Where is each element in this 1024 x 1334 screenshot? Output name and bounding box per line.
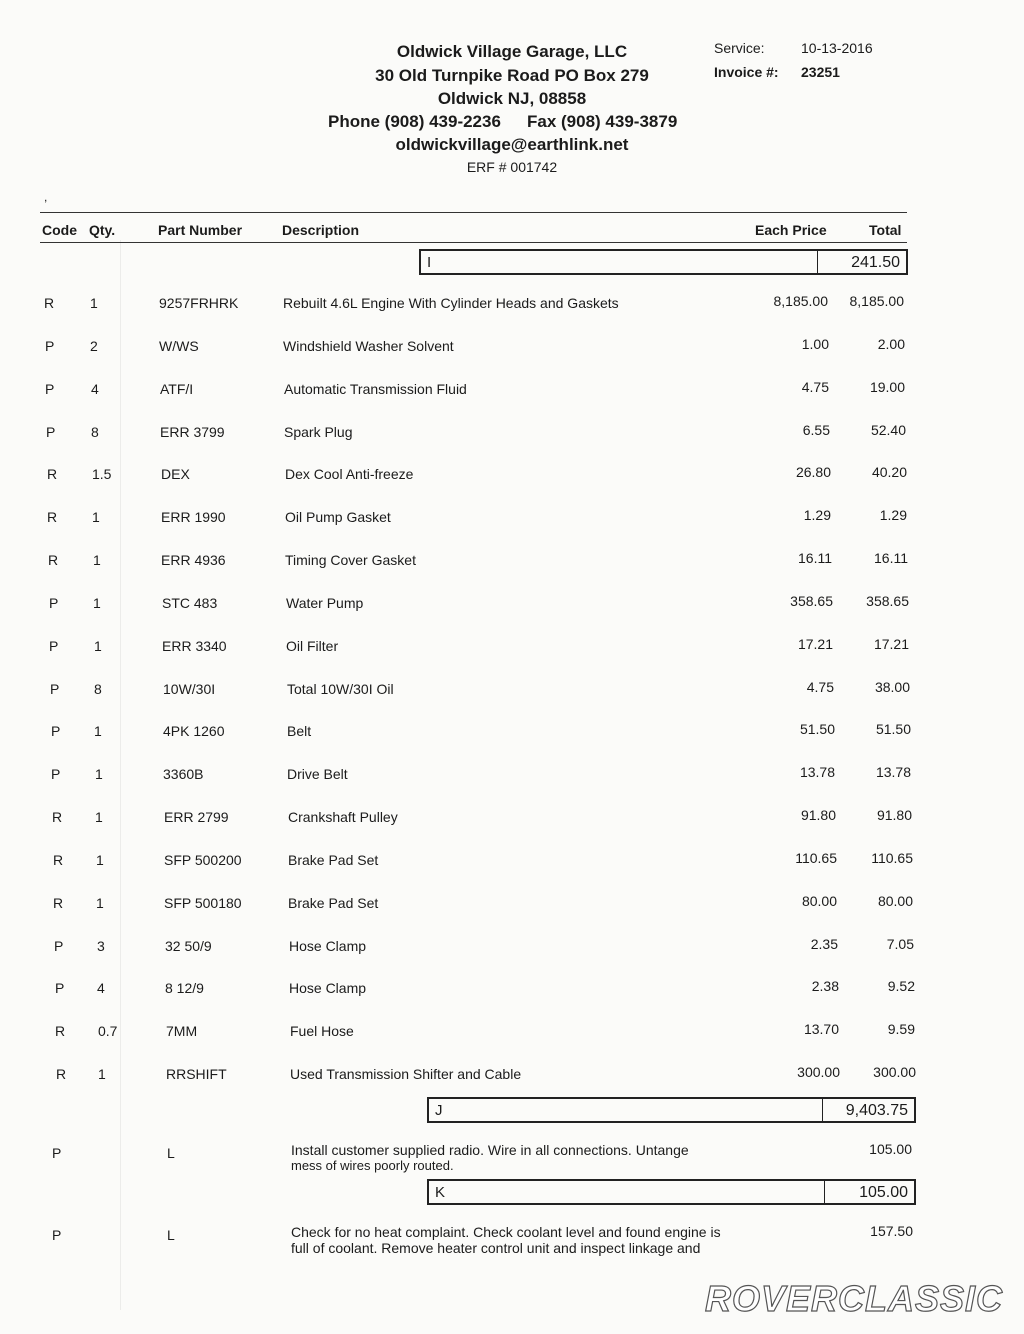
row-total: 40.20	[871, 464, 907, 480]
labor-description	[291, 1142, 761, 1174]
garage-phone: Phone (908) 439-2236	[328, 112, 501, 131]
row-qty: 4	[91, 381, 99, 397]
row-part-number: 3360B	[163, 766, 204, 782]
invoice-number: 23251	[801, 64, 840, 80]
row-each-price: 91.80	[800, 807, 836, 823]
row-part-number: SFP 500180	[164, 895, 242, 911]
col-code: Code	[42, 222, 77, 238]
labor-total: 105.00	[869, 1141, 912, 1157]
row-code: P	[45, 338, 55, 354]
row-part-number: SFP 500200	[164, 852, 242, 868]
row-code: P	[46, 424, 56, 440]
roverclassic-watermark: ROVERCLASSIC	[705, 1278, 1004, 1319]
row-qty: 1	[92, 509, 100, 525]
scan-edge-line	[120, 240, 121, 1310]
row-description: Spark Plug	[284, 424, 353, 440]
row-qty: 1	[93, 595, 101, 611]
row-description: Drive Belt	[287, 766, 348, 782]
row-part-number: DEX	[161, 466, 190, 482]
col-part-number: Part Number	[158, 222, 243, 238]
row-code: P	[45, 381, 55, 397]
row-part-number: 32 50/9	[165, 938, 212, 954]
row-code: R	[53, 895, 64, 911]
service-date: 10-13-2016	[801, 40, 873, 56]
row-description: Hose Clamp	[289, 938, 367, 954]
row-description: Oil Filter	[286, 638, 339, 654]
col-qty: Qty.	[89, 222, 116, 238]
col-each-price: Each Price	[755, 222, 827, 238]
row-each-price: 2.35	[810, 936, 838, 952]
row-total: 9.59	[887, 1021, 915, 1037]
section-divider	[817, 251, 818, 273]
row-code: P	[49, 638, 59, 654]
row-total: 300.00	[873, 1064, 916, 1080]
row-code: R	[48, 552, 59, 568]
section-divider	[824, 1181, 825, 1203]
row-part-number: ERR 3340	[162, 638, 227, 654]
row-total: 110.65	[871, 850, 913, 866]
row-total: 17.21	[873, 636, 909, 652]
section-letter: I	[427, 254, 432, 271]
row-qty: 1	[96, 895, 104, 911]
row-each-price: 4.75	[806, 679, 834, 695]
row-qty: 1	[95, 766, 103, 782]
garage-address: 30 Old Turnpike Road PO Box 279	[375, 66, 649, 85]
row-each-price: 51.50	[799, 721, 835, 737]
row-total: 8,185.00	[849, 293, 904, 309]
row-total: 2.00	[877, 336, 905, 352]
row-description: Hose Clamp	[289, 980, 367, 996]
section-divider	[822, 1099, 823, 1121]
row-part-number: 10W/30I	[163, 681, 216, 697]
row-each-price: 16.11	[798, 550, 832, 566]
section-letter: K	[435, 1184, 446, 1201]
row-total: 80.00	[877, 893, 913, 909]
row-qty: 1	[94, 723, 102, 739]
row-each-price: 2.38	[811, 978, 839, 994]
row-code: R	[44, 295, 55, 311]
labor-line: mess of wires poorly routed.	[291, 1158, 454, 1173]
row-code: P	[49, 595, 59, 611]
invoice-label: Invoice #:	[714, 64, 779, 80]
row-each-price: 300.00	[797, 1064, 840, 1080]
row-each-price: 1.29	[803, 507, 831, 523]
row-description: Windshield Washer Solvent	[283, 338, 454, 354]
row-description: Used Transmission Shifter and Cable	[290, 1066, 522, 1082]
row-total: 51.50	[875, 721, 911, 737]
row-part-number: ERR 4936	[161, 552, 226, 568]
labor-line: Check for no heat complaint. Check coolant level and found engine is	[291, 1224, 721, 1240]
section-amount: 9,403.75	[845, 1102, 908, 1119]
labor-part: L	[167, 1227, 175, 1243]
garage-email: oldwickvillage@earthlink.net	[395, 135, 629, 154]
row-total: 91.80	[876, 807, 912, 823]
row-description: Belt	[287, 723, 312, 739]
col-description: Description	[282, 222, 360, 238]
row-qty: 1	[96, 852, 104, 868]
service-label: Service:	[714, 40, 765, 56]
row-qty: 1	[90, 295, 98, 311]
row-qty: 3	[97, 938, 105, 954]
row-description: Crankshaft Pulley	[288, 809, 398, 825]
labor-description	[291, 1224, 761, 1256]
row-each-price: 80.00	[801, 893, 837, 909]
row-code: P	[55, 980, 65, 996]
col-total: Total	[869, 222, 902, 238]
row-qty: 1	[95, 809, 103, 825]
row-description: Brake Pad Set	[288, 895, 379, 911]
row-total: 52.40	[870, 422, 906, 438]
row-qty: 8	[91, 424, 99, 440]
garage-city: Oldwick NJ, 08858	[437, 89, 587, 108]
row-total: 358.65	[866, 593, 909, 609]
labor-part: L	[167, 1145, 175, 1161]
row-each-price: 8,185.00	[773, 293, 828, 309]
row-part-number: W/WS	[159, 338, 199, 354]
row-total: 9.52	[887, 978, 915, 994]
row-part-number: ERR 2799	[164, 809, 229, 825]
row-description: Water Pump	[286, 595, 364, 611]
row-each-price: 4.75	[801, 379, 829, 395]
row-qty: 8	[94, 681, 102, 697]
row-description: Automatic Transmission Fluid	[284, 381, 467, 397]
row-description: Fuel Hose	[290, 1023, 354, 1039]
row-each-price: 13.78	[799, 764, 835, 780]
labor-code: P	[52, 1227, 62, 1243]
garage-name: Oldwick Village Garage, LLC	[396, 42, 628, 61]
section-subtotal-box	[419, 249, 908, 275]
garage-fax: Fax (908) 439-3879	[527, 112, 678, 131]
row-qty: 0.7	[98, 1023, 118, 1039]
labor-line: full of coolant. Remove heater control unit and inspect linkage and	[291, 1240, 701, 1256]
row-qty: 4	[97, 980, 105, 996]
row-total: 16.11	[874, 550, 908, 566]
row-code: R	[55, 1023, 66, 1039]
row-part-number: 4PK 1260	[163, 723, 225, 739]
labor-code: P	[52, 1145, 62, 1161]
section-letter: J	[435, 1102, 443, 1119]
row-code: R	[47, 509, 58, 525]
row-part-number: STC 483	[162, 595, 218, 611]
row-part-number: ERR 3799	[160, 424, 225, 440]
row-total: 19.00	[869, 379, 905, 395]
row-total: 38.00	[874, 679, 910, 695]
row-part-number: 7MM	[166, 1023, 198, 1039]
row-code: R	[56, 1066, 67, 1082]
row-qty: 2	[90, 338, 98, 354]
erf-number: ERF # 001742	[466, 159, 558, 175]
row-each-price: 13.70	[803, 1021, 839, 1037]
row-each-price: 110.65	[795, 850, 837, 866]
row-code: R	[47, 466, 58, 482]
row-code: P	[51, 766, 61, 782]
row-code: P	[54, 938, 64, 954]
row-part-number: ERR 1990	[161, 509, 226, 525]
row-code: R	[53, 852, 64, 868]
row-qty: 1.5	[92, 466, 112, 482]
row-part-number: ATF/I	[160, 381, 194, 397]
row-part-number: 9257FRHRK	[159, 295, 239, 311]
row-code: P	[51, 723, 61, 739]
row-total: 13.78	[875, 764, 911, 780]
section-subtotal-box	[427, 1179, 916, 1205]
stray-mark: ,	[44, 190, 48, 204]
section-subtotal-box	[427, 1097, 916, 1123]
header-bottom-rule	[40, 242, 907, 243]
row-code: P	[50, 681, 60, 697]
row-each-price: 17.21	[797, 636, 833, 652]
header-top-rule	[40, 212, 907, 213]
row-total: 1.29	[879, 507, 907, 523]
row-each-price: 6.55	[802, 422, 830, 438]
row-qty: 1	[94, 638, 102, 654]
row-qty: 1	[93, 552, 101, 568]
section-amount: 105.00	[859, 1184, 908, 1201]
row-part-number: RRSHIFT	[166, 1066, 227, 1082]
row-part-number: 8 12/9	[165, 980, 204, 996]
row-description: Total 10W/30I Oil	[287, 681, 394, 697]
row-description: Oil Pump Gasket	[285, 509, 391, 525]
row-description: Timing Cover Gasket	[285, 552, 416, 568]
row-total: 7.05	[886, 936, 914, 952]
row-each-price: 358.65	[790, 593, 833, 609]
row-description: Brake Pad Set	[288, 852, 379, 868]
row-each-price: 26.80	[795, 464, 831, 480]
section-amount: 241.50	[851, 254, 900, 271]
row-code: R	[52, 809, 63, 825]
row-qty: 1	[98, 1066, 106, 1082]
row-description: Rebuilt 4.6L Engine With Cylinder Heads and Gaskets	[283, 295, 619, 311]
row-each-price: 1.00	[801, 336, 829, 352]
row-description: Dex Cool Anti-freeze	[285, 466, 414, 482]
labor-line: Install customer supplied radio. Wire in all connections. Untange	[291, 1142, 689, 1158]
labor-total: 157.50	[870, 1223, 913, 1239]
